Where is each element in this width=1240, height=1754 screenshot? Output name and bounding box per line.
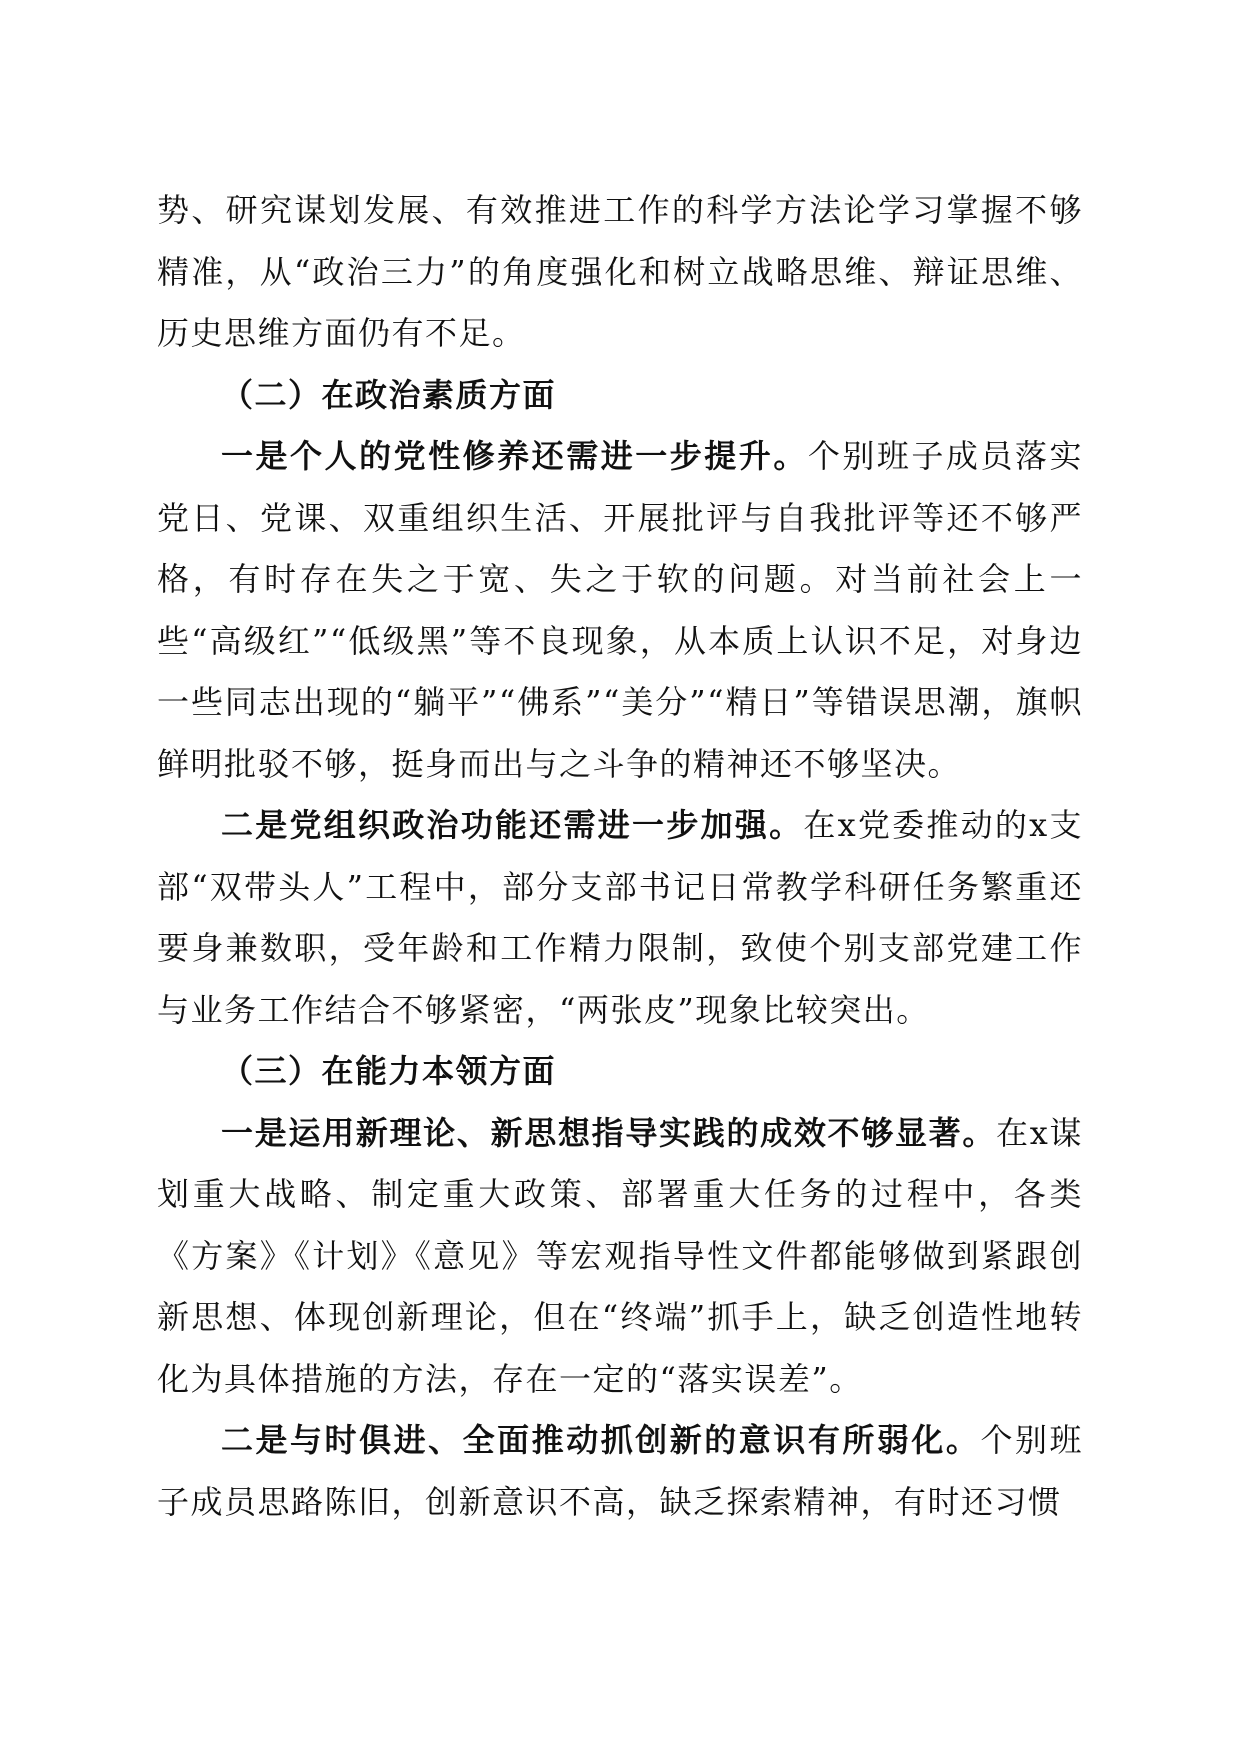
paragraph-text: 在x谋划重大战略、制定重大政策、部署重大任务的过程中，各类《方案》《计划》《意见》等宏观指导性文件都能够做到紧跟创新思想、体现创新理论，但在“终端”抓手上，缺乏创造性地转化为具体措施的方法，存在一定的“落实误差”。 xyxy=(157,1113,1083,1398)
paragraph-text: 个别班子成员思路陈旧，创新意识不高，缺乏探索精神，有时还习惯 xyxy=(157,1421,1083,1521)
paragraph-party-organization xyxy=(157,795,1083,1041)
section-heading-political-quality: （二）在政治素质方面 xyxy=(221,375,557,414)
document-body xyxy=(157,180,1083,1533)
paragraph-continuation: 势、研究谋划发展、有效推进工作的科学方法论学习掌握不够精准，从“政治三力”的角度强化和树立战略思维、辩证思维、历史思维方面仍有不足。 xyxy=(157,191,1083,352)
paragraph-lead: 二是党组织政治功能还需进一步加强。 xyxy=(221,806,804,844)
section-heading-ability: （三）在能力本领方面 xyxy=(221,1052,557,1090)
paragraph-lead: 一是运用新理论、新思想指导实践的成效不够显著。 xyxy=(221,1113,997,1152)
paragraph-new-theory xyxy=(157,1103,1083,1411)
paragraph-party-spirit xyxy=(157,426,1083,795)
paragraph-lead: 一是个人的党性修养还需进一步提升。 xyxy=(221,437,808,475)
paragraph-innovation xyxy=(157,1410,1083,1533)
paragraph-text: 个别班子成员落实党日、党课、双重组织生活、开展批评与自我批评等还不够严格，有时存在失之于宽、失之于软的问题。对当前社会上一些“高级红”“低级黑”等不良现象，从本质上认识不足，对身边一些同志出现的“躺平”“佛系”“美分”“精日”等错误思潮，旗帜鲜明批驳不够，挺身而出与之斗争的精神还不够坚决。 xyxy=(157,437,1083,783)
paragraph-lead: 二是与时俱进、全面推动抓创新的意识有所弱化。 xyxy=(221,1421,981,1459)
paragraph-text: 在x党委推动的x支部“双带头人”工程中，部分支部书记日常教学科研任务繁重还要身兼数职，受年龄和工作精力限制，致使个别支部党建工作与业务工作结合不够紧密，“两张皮”现象比较突出。 xyxy=(157,806,1083,1029)
